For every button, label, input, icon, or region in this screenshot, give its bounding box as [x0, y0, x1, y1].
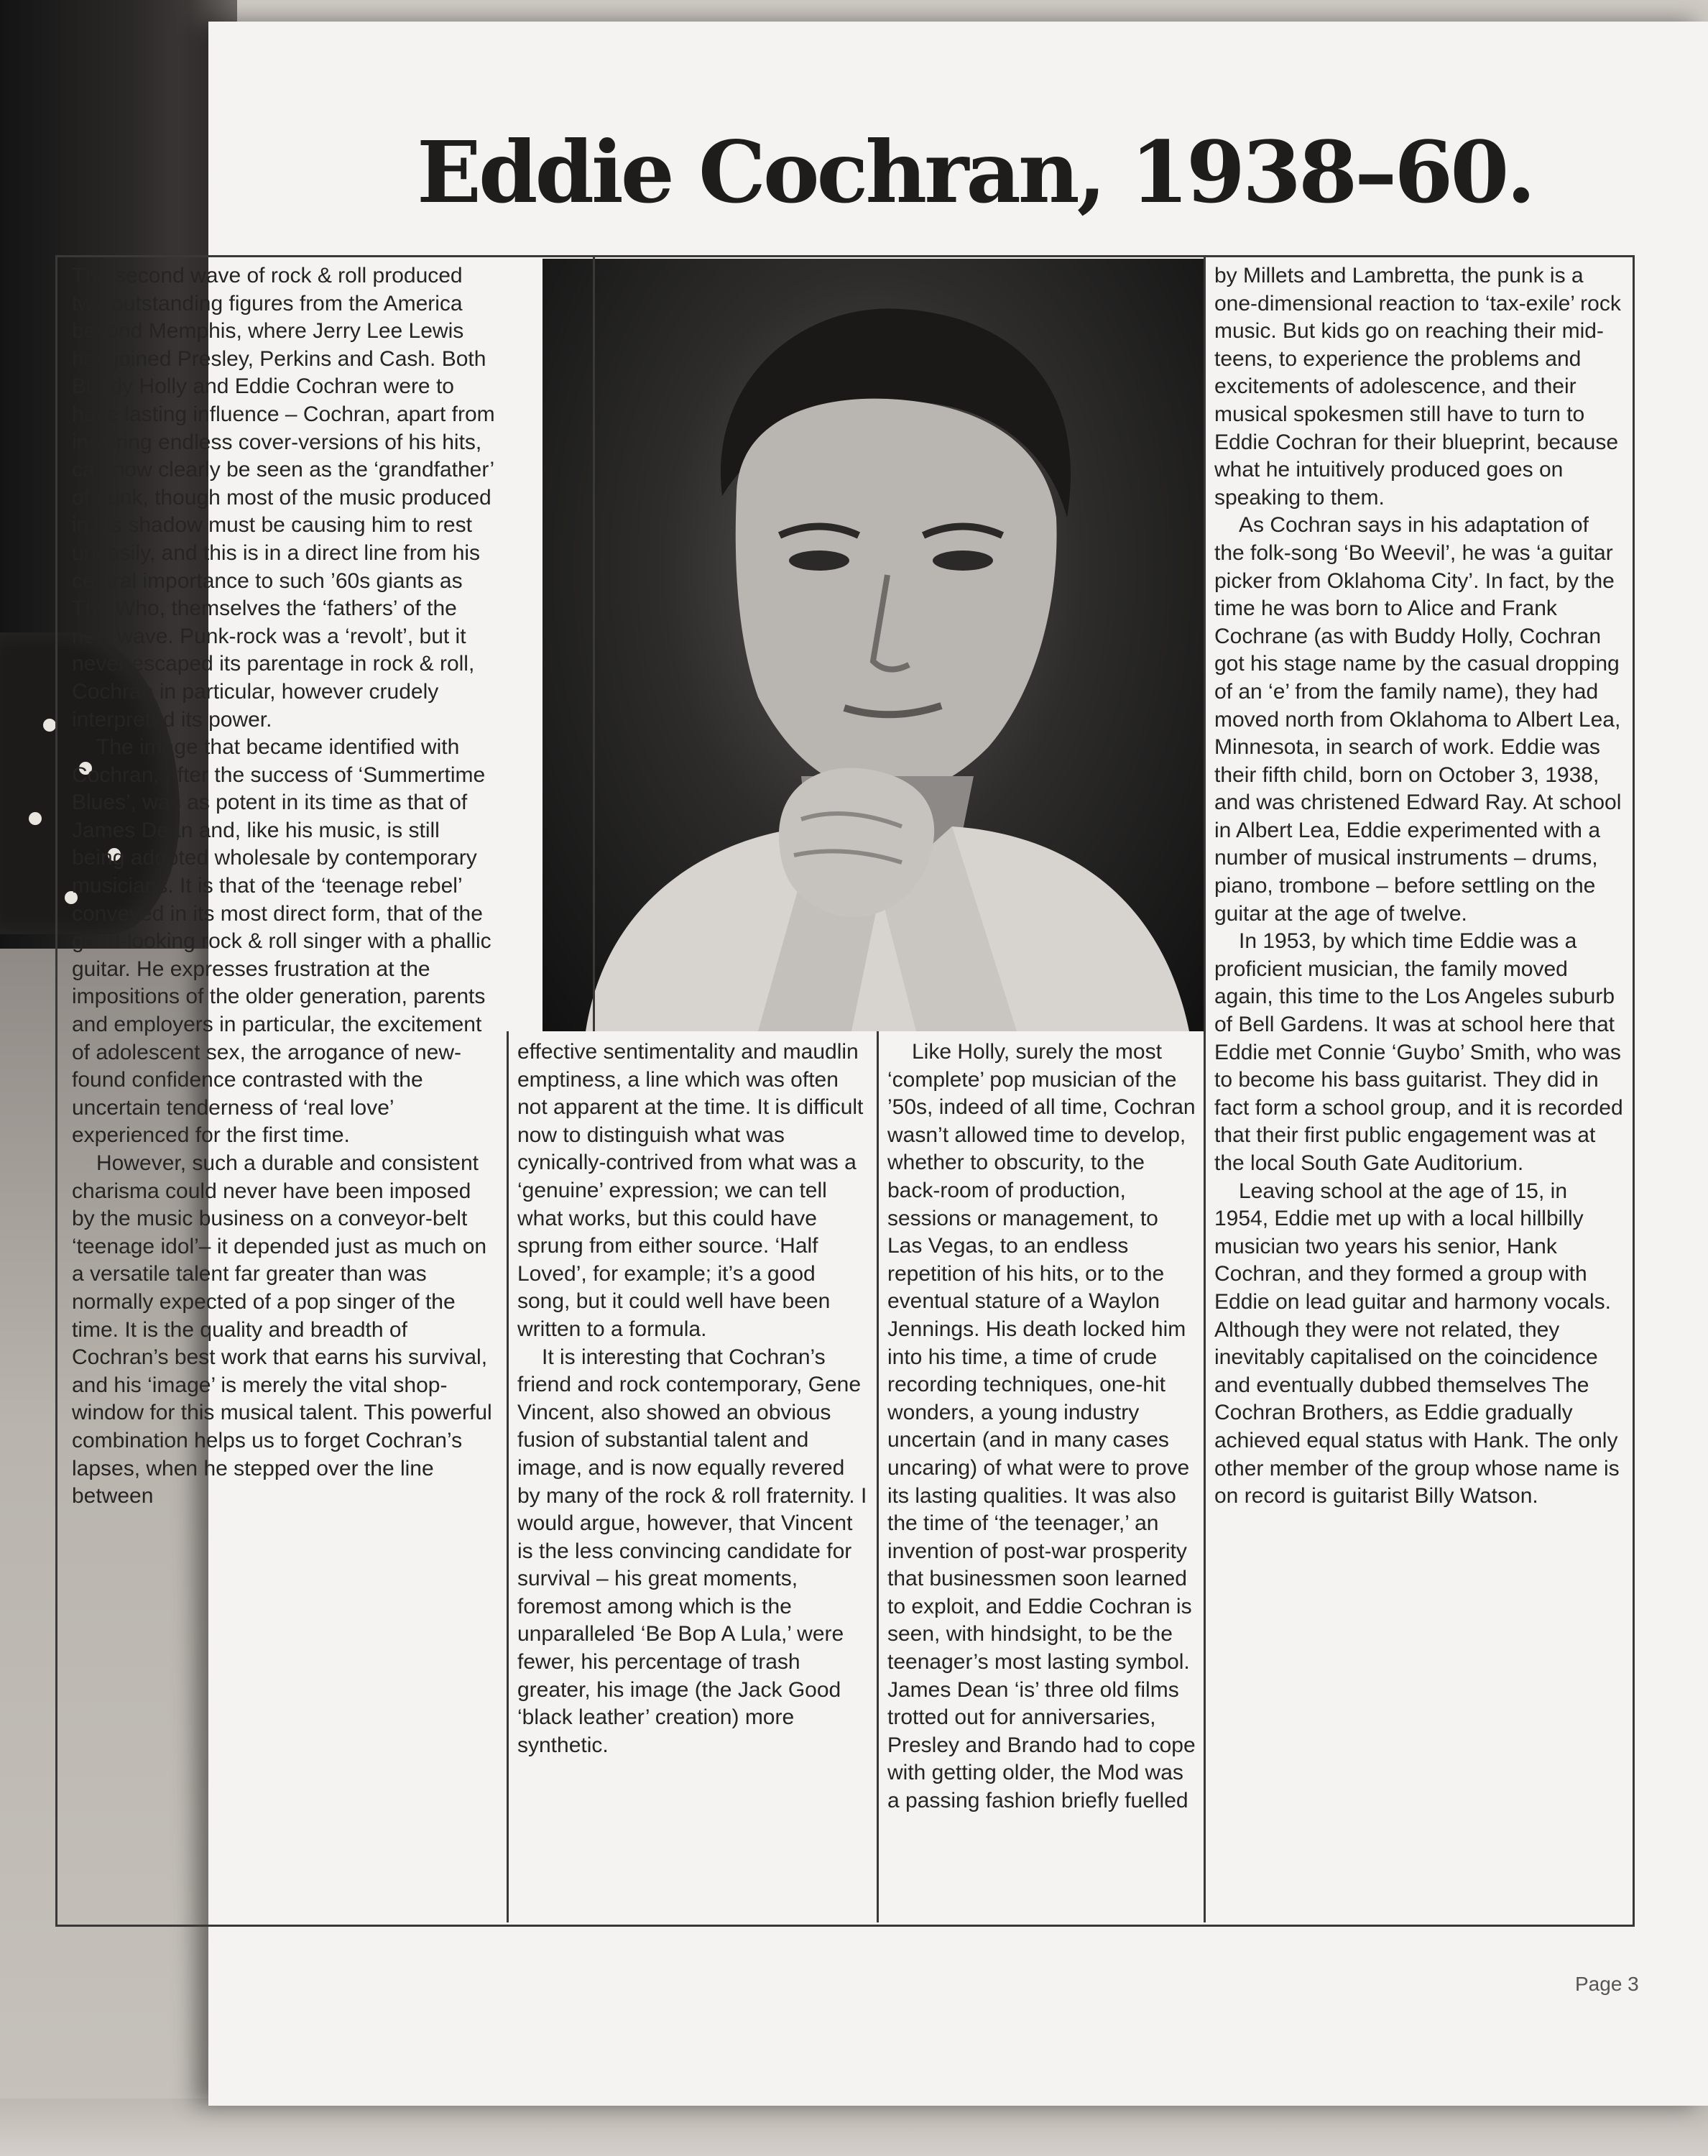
portrait-illustration [543, 259, 1204, 1031]
column-rule [1204, 255, 1206, 1922]
decorative-dot [29, 812, 42, 825]
col4-paragraph-1: by Millets and Lambretta, the punk is a one-dimensional reaction to ‘tax-exile’ rock music. But kids go on reaching their mid-teens, to experience the problems and excitements of adolescence, and their musical spokesmen still have to turn to Eddie Cochran for their blueprint, because what he intuitively produced goes on speaking to them. [1214, 264, 1621, 510]
table-surface [0, 2099, 1708, 2156]
column-rule [877, 1031, 879, 1922]
decorative-dot [43, 719, 56, 732]
col3-paragraph-1: Like Holly, surely the most ‘complete’ pop musician of the ’50s, indeed of all time, Cochran wasn’t allowed time to develop, whether to obscurity, to the back-room of production, sessions or management, to Las Vegas, to an endless repetition of his hits, or to the eventual stature of a Waylon Jennings. His death locked him into his time, a time of crude recording techniques, one-hit wonders, a young industry uncertain (and in many cases uncaring) of what were to prove its lasting qualities. It was also the time of ‘the teenager,’ an invention of post-war prosperity that businessmen soon learned to exploit, and Eddie Cochran is seen, with hindsight, to be the teenager’s most lasting symbol. James Dean ‘is’ three old films trotted out for anniversaries, Presley and Brando had to cope with getting older, the Mod was a passing fashion briefly fuelled [887, 1040, 1196, 1813]
portrait-photo-icon [543, 259, 1204, 1031]
col4-paragraph-2: As Cochran says in his adaptation of the folk-song ‘Bo Weevil’, he was ‘a guitar picker from Oklahoma City’. In fact, by the time he was born to Alice and Frank Cochrane (as with Buddy Holly, Cochran got his stage name by the casual dropping of an ‘e’ from the family name), they had moved north from Oklahoma to Albert Lea, Minnesota, in search of work. Eddie was their fifth child, born on October 3, 1938, and was christened Edward Ray. At school in Albert Lea, Eddie experimented with a number of musical instruments – drums, piano, trombone – before settling on the guitar at the age of twelve. [1214, 513, 1622, 926]
col1-paragraph-3: However, such a durable and consistent charisma could never have been imposed by the music business on a conveyor-belt ‘teenage idol’– it depended just as much on a versatile talent far greater than was normally expected of a pop singer of the time. It is the quality and breadth of Cochran’s best work that earns his survival, and his ‘image’ is merely the vital shop-window for this musical talent. This powerful combination helps us to forget Cochran’s lapses, when he stepped over the line between [72, 1151, 492, 1508]
col1-paragraph-2: The image that became identified with Cochran, after the success of ‘Summertime Blues’, was as potent in its time as that of James Dean and, like his music, is still being adopted wholesale by contemporary musicians. It is that of the ‘teenage rebel’ conveyed in its most direct form, that of the good-looking rock & roll singer with a phallic guitar. He expresses frustration at the impositions of the older generation, parents and employers in particular, the excitement of adolescent sex, the arrogance of new-found confidence contrasted with the uncertain tenderness of ‘real love’ experienced for the first time. [72, 735, 491, 1148]
column-3 [887, 1038, 1196, 1815]
page-number: Page 3 [1575, 1973, 1639, 1995]
column-rule [593, 255, 595, 1031]
col2-paragraph-1: effective sentimentality and maudlin emptiness, a line which was often not apparent at the time. It is difficult now to distinguish what was cynically-contrived from what was a ‘genuine’ expression; we can tell what works, but this could have sprung from either source. ‘Half Loved’, for example; it’s a good song, but it could well have been written to a formula. [517, 1040, 864, 1341]
column-4 [1214, 262, 1624, 1511]
article-title: Eddie Cochran, 1938–60. [417, 122, 1533, 222]
column-2 [517, 1038, 869, 1759]
col4-paragraph-3: In 1953, by which time Eddie was a proficient musician, the family moved again, this time to the Los Angeles suburb of Bell Gardens. It was at school here that Eddie met Connie ‘Guybo’ Smith, who was to become his bass guitarist. They did in fact form a school group, and it is recorded that their first public engagement was at the local South Gate Auditorium. [1214, 929, 1623, 1175]
column-1 [72, 262, 496, 1511]
column-rule [507, 1031, 509, 1922]
col1-paragraph-1: The second wave of rock & roll produced two outstanding figures from the America beyond Memphis, where Jerry Lee Lewis had joined Presley, Perkins and Cash. Both Buddy Holly and Eddie Cochran were to have lasting influence – Cochran, apart from inspiring endless cover-versions of his hits, can now clearly be seen as the ‘grandfather’ of punk, though most of the music produced in his shadow must be causing him to rest uneasily, and this is in a direct line from his central importance to such ’60s giants as The Who, themselves the ‘fathers’ of the new wave. Punk-rock was a ‘revolt’, but it never escaped its parentage in rock & roll, Cochran in particular, however crudely interpreted its power. [72, 264, 495, 732]
col4-paragraph-4: Leaving school at the age of 15, in 1954, Eddie met up with a local hillbilly musician two years his senior, Hank Cochran, and they formed a group with Eddie on lead guitar and harmony vocals. Although they were not related, they inevitably capitalised on the coincidence and eventually dubbed themselves The Cochran Brothers, as Eddie gradually achieved equal status with Hank. The only other member of the group whose name is on record is guitarist Billy Watson. [1214, 1179, 1620, 1508]
col2-paragraph-2: It is interesting that Cochran’s friend and rock contemporary, Gene Vincent, also showed an obvious fusion of substantial talent and image, and is now equally revered by many of the rock & roll fraternity. I would argue, however, that Vincent is the less convincing candidate for survival – his great moments, foremost among which is the unparalleled ‘Be Bop A Lula,’ were fewer, his percentage of trash greater, his image (the Jack Good ‘black leather’ creation) more synthetic. [517, 1345, 867, 1757]
